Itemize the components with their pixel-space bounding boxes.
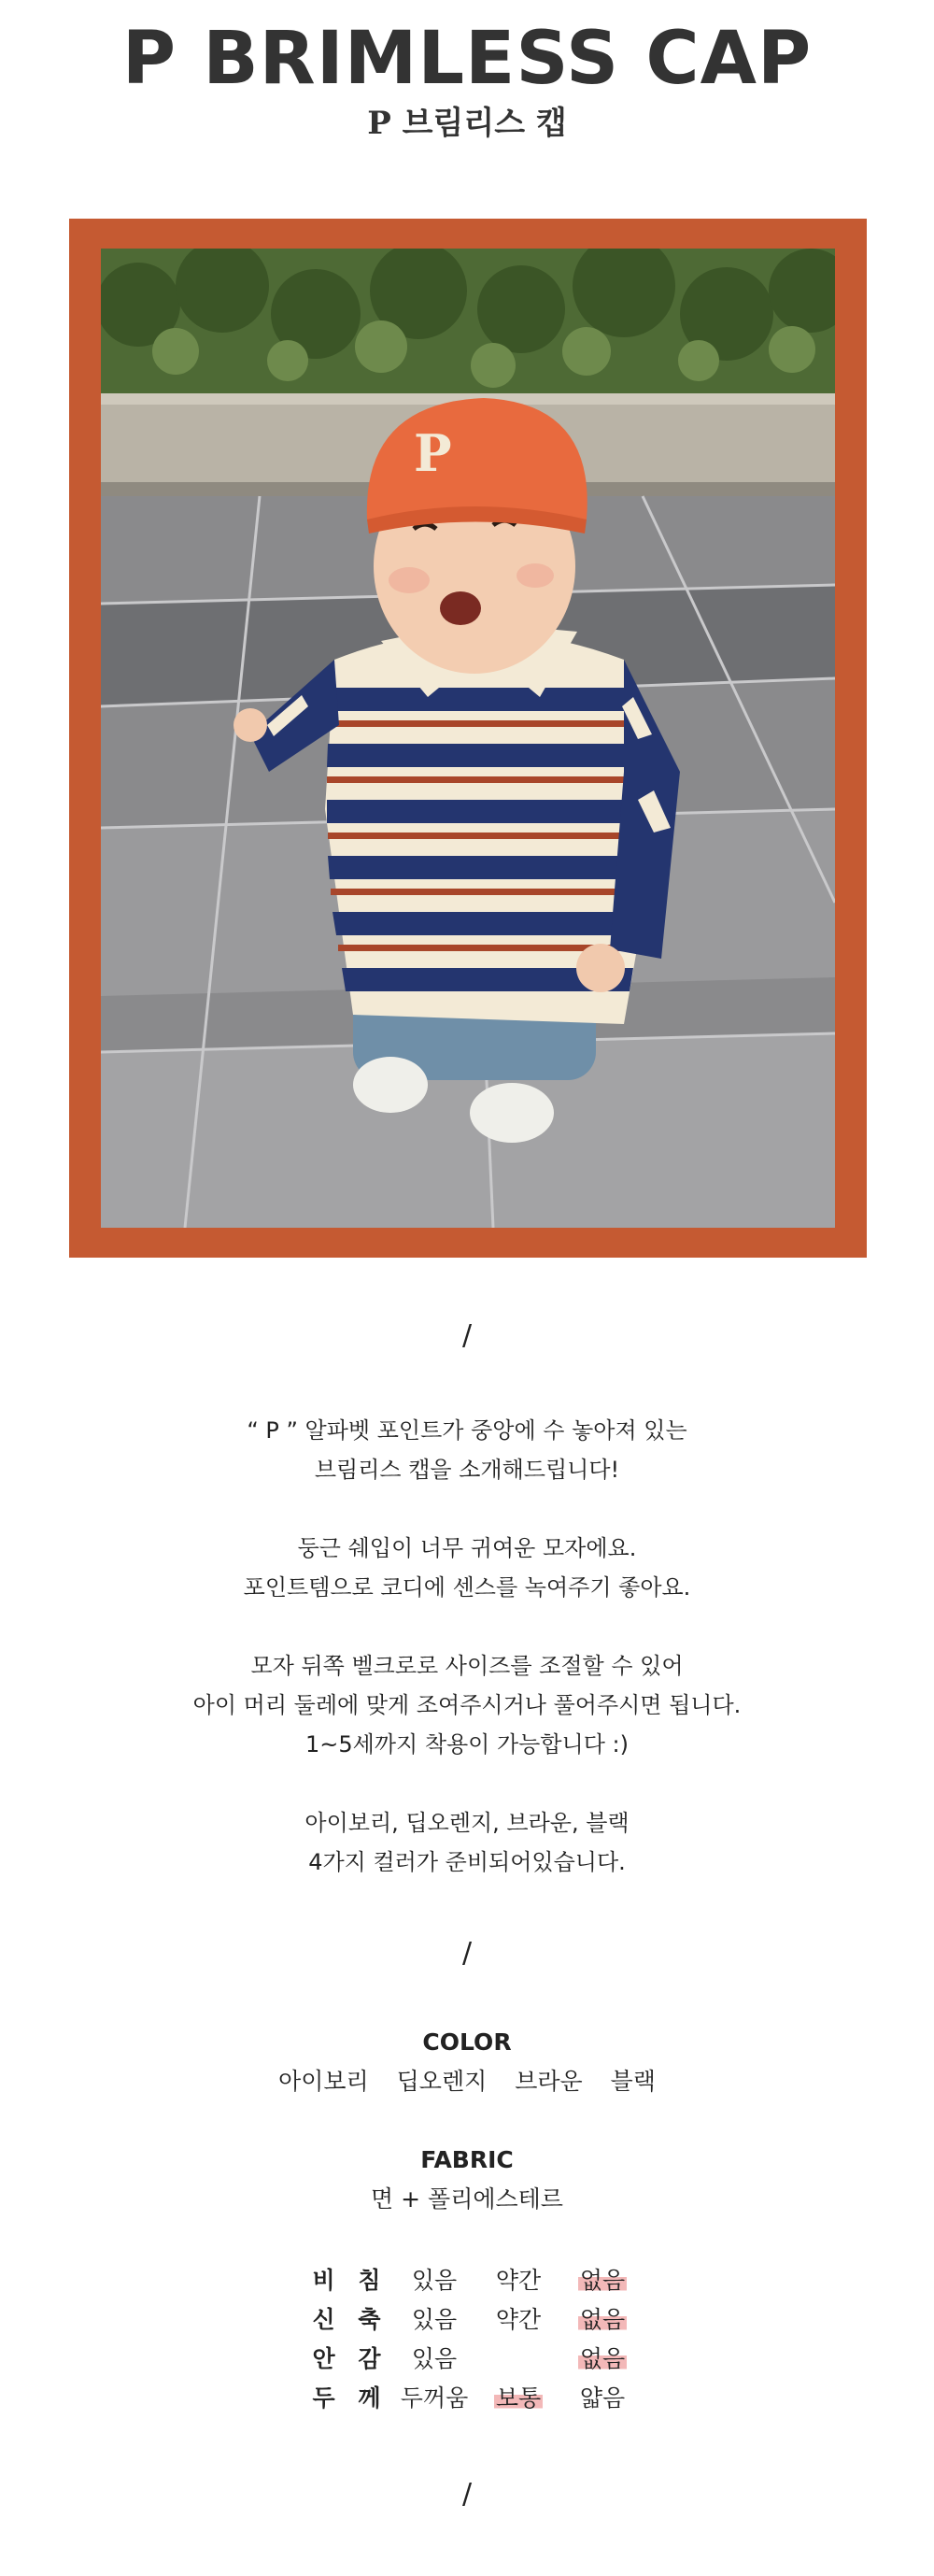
- property-option: 있음: [411, 2267, 458, 2294]
- color-heading: COLOR: [422, 2028, 512, 2056]
- product-subtitle: P 브림리스 캡: [367, 105, 567, 142]
- color-option: 아이보리: [278, 2068, 369, 2095]
- description-line: 둥근 쉐입이 너무 귀여운 모자에요.: [297, 1535, 637, 1561]
- product-photo: [101, 249, 835, 1228]
- color-options: [0, 2065, 934, 2099]
- description-line: 브림리스 캡을 소개해드립니다!: [314, 1457, 620, 1483]
- property-option: 약간: [495, 2267, 542, 2294]
- section-divider: /: [461, 1319, 473, 1352]
- property-option: 있음: [411, 2345, 458, 2372]
- fabric-value: 면 + 폴리에스테르: [371, 2185, 563, 2213]
- property-row-stretch: [308, 2300, 644, 2340]
- property-option: 두꺼움: [400, 2384, 469, 2412]
- color-option: 브라운: [515, 2068, 583, 2095]
- property-label: 신 축: [312, 2306, 389, 2333]
- property-option-selected: 보통: [495, 2384, 542, 2412]
- section-divider: /: [461, 2478, 473, 2511]
- description-paragraph: [0, 1803, 934, 1882]
- property-row-sheer: [308, 2261, 644, 2300]
- description-line: 모자 뒤쪽 벨크로로 사이즈를 조절할 수 있어: [250, 1653, 684, 1679]
- description-line: 포인트템으로 코디에 센스를 녹여주기 좋아요.: [243, 1574, 691, 1601]
- color-option: 딥오렌지: [396, 2068, 488, 2095]
- svg-text:P: P: [414, 423, 452, 483]
- product-title: P BRIMLESS CAP: [121, 17, 813, 101]
- property-label: 안 감: [312, 2345, 389, 2372]
- product-description: [0, 1411, 934, 1882]
- property-row-lining: [308, 2340, 644, 2379]
- description-line: 아이 머리 둘레에 맞게 조여주시거나 풀어주시면 됩니다.: [192, 1692, 742, 1718]
- property-option-selected: 없음: [579, 2345, 626, 2372]
- property-label: 두 께: [312, 2384, 389, 2412]
- description-line: 아이보리, 딥오렌지, 브라운, 블랙: [304, 1810, 630, 1836]
- description-paragraph: [0, 1411, 934, 1489]
- property-table: [308, 2261, 644, 2418]
- fabric-heading: FABRIC: [420, 2146, 514, 2173]
- property-row-thickness: [308, 2379, 644, 2418]
- description-line: “ P ” 알파벳 포인트가 중앙에 수 놓아져 있는: [247, 1417, 687, 1444]
- property-option: 약간: [495, 2306, 542, 2333]
- section-divider: /: [461, 1937, 473, 1970]
- color-option: 블랙: [610, 2068, 656, 2095]
- product-photo-frame: [69, 219, 867, 1258]
- description-paragraph: [0, 1646, 934, 1764]
- property-option-selected: 없음: [579, 2267, 626, 2294]
- description-paragraph: [0, 1529, 934, 1607]
- description-line: 4가지 컬러가 준비되어있습니다.: [308, 1849, 626, 1875]
- property-label: 비 침: [312, 2267, 389, 2294]
- property-option-selected: 없음: [579, 2306, 626, 2333]
- property-option: 있음: [411, 2306, 458, 2333]
- property-option: 얇음: [579, 2384, 626, 2412]
- description-line: 1~5세까지 착용이 가능합니다 :): [304, 1731, 629, 1758]
